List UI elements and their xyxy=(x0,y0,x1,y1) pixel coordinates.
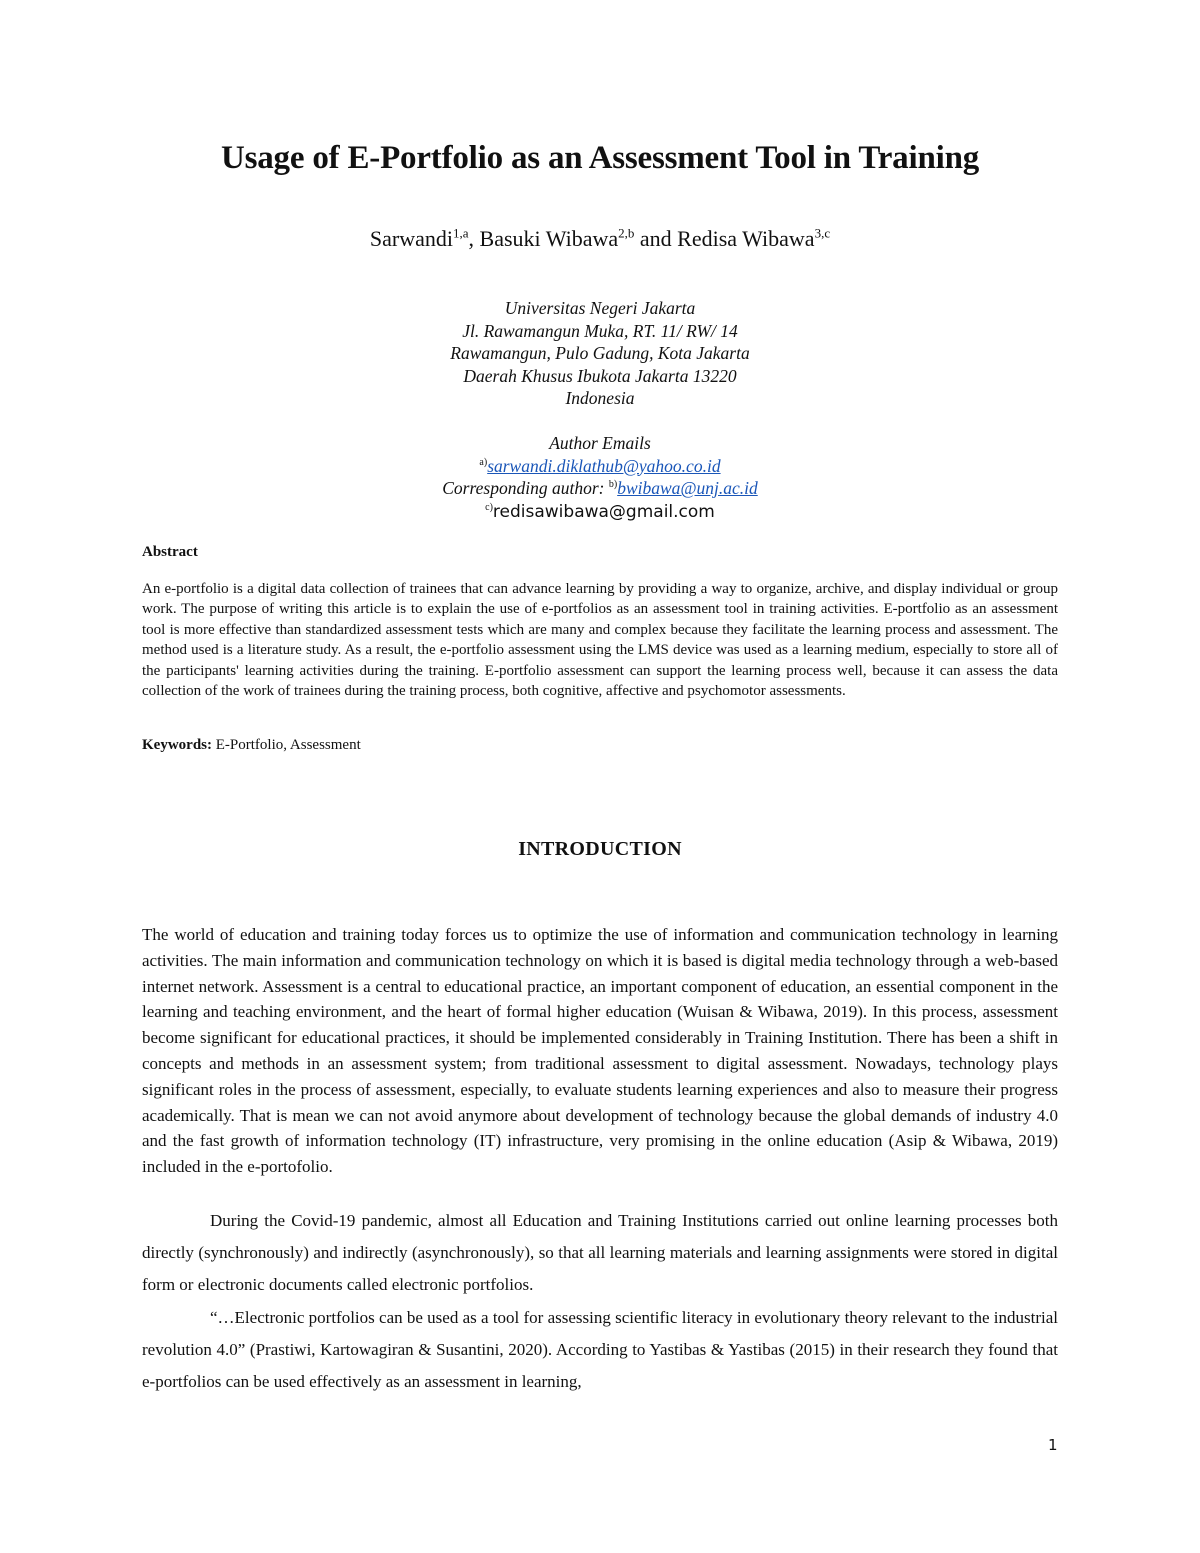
affiliation-line: Universitas Negeri Jakarta xyxy=(504,298,696,318)
email-line-c xyxy=(0,500,1200,524)
author-affiliation-mark: 1,a xyxy=(452,225,469,241)
affiliation-line: Indonesia xyxy=(565,388,635,408)
author-affiliation-mark: 3,c xyxy=(814,225,831,241)
email-mark: c) xyxy=(485,501,493,513)
email-line-b xyxy=(0,477,1200,500)
keywords-line xyxy=(142,737,361,754)
paper-title: Usage of E-Portfolio as an Assessment Tool in Training xyxy=(220,140,980,176)
corresponding-author-label: Corresponding author: xyxy=(442,478,609,498)
email-mark: a) xyxy=(479,456,488,468)
author-line xyxy=(0,226,1200,252)
author-emails-block xyxy=(0,432,1200,523)
emails-heading: Author Emails xyxy=(549,433,651,453)
author-name: Redisa Wibawa xyxy=(677,226,815,251)
affiliation-line: Jl. Rawamangun Muka, RT. 11/ RW/ 14 xyxy=(462,320,738,341)
page-number: 1 xyxy=(1048,1436,1058,1454)
abstract-heading: Abstract xyxy=(142,544,198,560)
email-link[interactable]: bwibawa@unj.ac.id xyxy=(617,478,758,498)
body-paragraph: “…Electronic portfolios can be used as a tool for assessing scientific literacy in evolutionary theory relevant to the industrial revolution 4.0” (Prastiwi, Kartowagiran & Susantini, 2020). According to Yastibas & Yastibas (2015) in their research they found that e-portfolios can be used effectively as an assessment in learning, xyxy=(142,1308,1058,1391)
author-name: Sarwandi xyxy=(369,226,453,251)
author-affiliation-mark: 2,b xyxy=(618,225,635,241)
email-text: redisawibawa@gmail.com xyxy=(492,501,715,522)
keywords-text: E-Portfolio, Assessment xyxy=(212,737,361,753)
author-separator: , xyxy=(468,226,480,251)
keywords-label: Keywords: xyxy=(142,737,212,753)
affiliation-line: Rawamangun, Pulo Gadung, Kota Jakarta xyxy=(450,343,750,363)
affiliation-block xyxy=(0,297,1200,410)
email-line-a xyxy=(0,455,1200,478)
body-paragraph: During the Covid-19 pandemic, almost all Education and Training Institutions carried out online learning processes both directly (synchronously) and indirectly (asynchronously), so that all learning materials and learning assignments were stored in digital form or electronic documents called electronic portfolios. xyxy=(142,1211,1058,1294)
body-paragraph: The world of education and training today forces us to optimize the use of information and communication technology in learning activities. The main information and communication technology on which it is based is digital media technology through a web-based internet network. Assessment is a central to educational practice, an important component of education, an essential component in the learning and teaching environment, and the heart of formal higher education (Wuisan & Wibawa, 2019). In this process, assessment become significant for educational practices, it should be implemented considerably in Training Institution. There has been a shift in concepts and methods in an assessment system; from traditional assessment to digital assessment. Nowadays, technology plays significant roles in the process of assessment, especially, to evaluate students learning experiences and also to measure their progress academically. That is mean we can not avoid anymore about development of technology because the global demands of industry 4.0 and the fast growth of information technology (IT) infrastructure, very promising in the online education (Asip & Wibawa, 2019) included in the e-portofolio. xyxy=(142,925,1058,1177)
email-link[interactable]: sarwandi.diklathub@yahoo.co.id xyxy=(487,455,721,476)
author-name: Basuki Wibawa xyxy=(479,226,619,251)
email-mark: b) xyxy=(608,479,618,491)
abstract-text: An e-portfolio is a digital data collection of trainees that can advance learning by providing a way to organize, archive, and display individual or group work. The purpose of writing this article is to explain the use of e-portfolios as an assessment tool in training activities. E-portfolio as an assessment tool is more effective than standardized assessment tests which are many and complex because they facilitate the learning process and assessment. The method used is a literature study. As a result, the e-portfolio assessment using the LMS device was used as a learning medium, especially to store all of the participants' learning activities during the training. E-portfolio assessment can support the learning process well, because it can assess the data collection of the work of trainees during the training process, both cognitive, affective and psychomotor assessments. xyxy=(142,581,1058,700)
author-separator: and xyxy=(634,226,678,251)
affiliation-line: Daerah Khusus Ibukota Jakarta 13220 xyxy=(463,365,737,386)
section-heading: INTRODUCTION xyxy=(518,838,682,860)
